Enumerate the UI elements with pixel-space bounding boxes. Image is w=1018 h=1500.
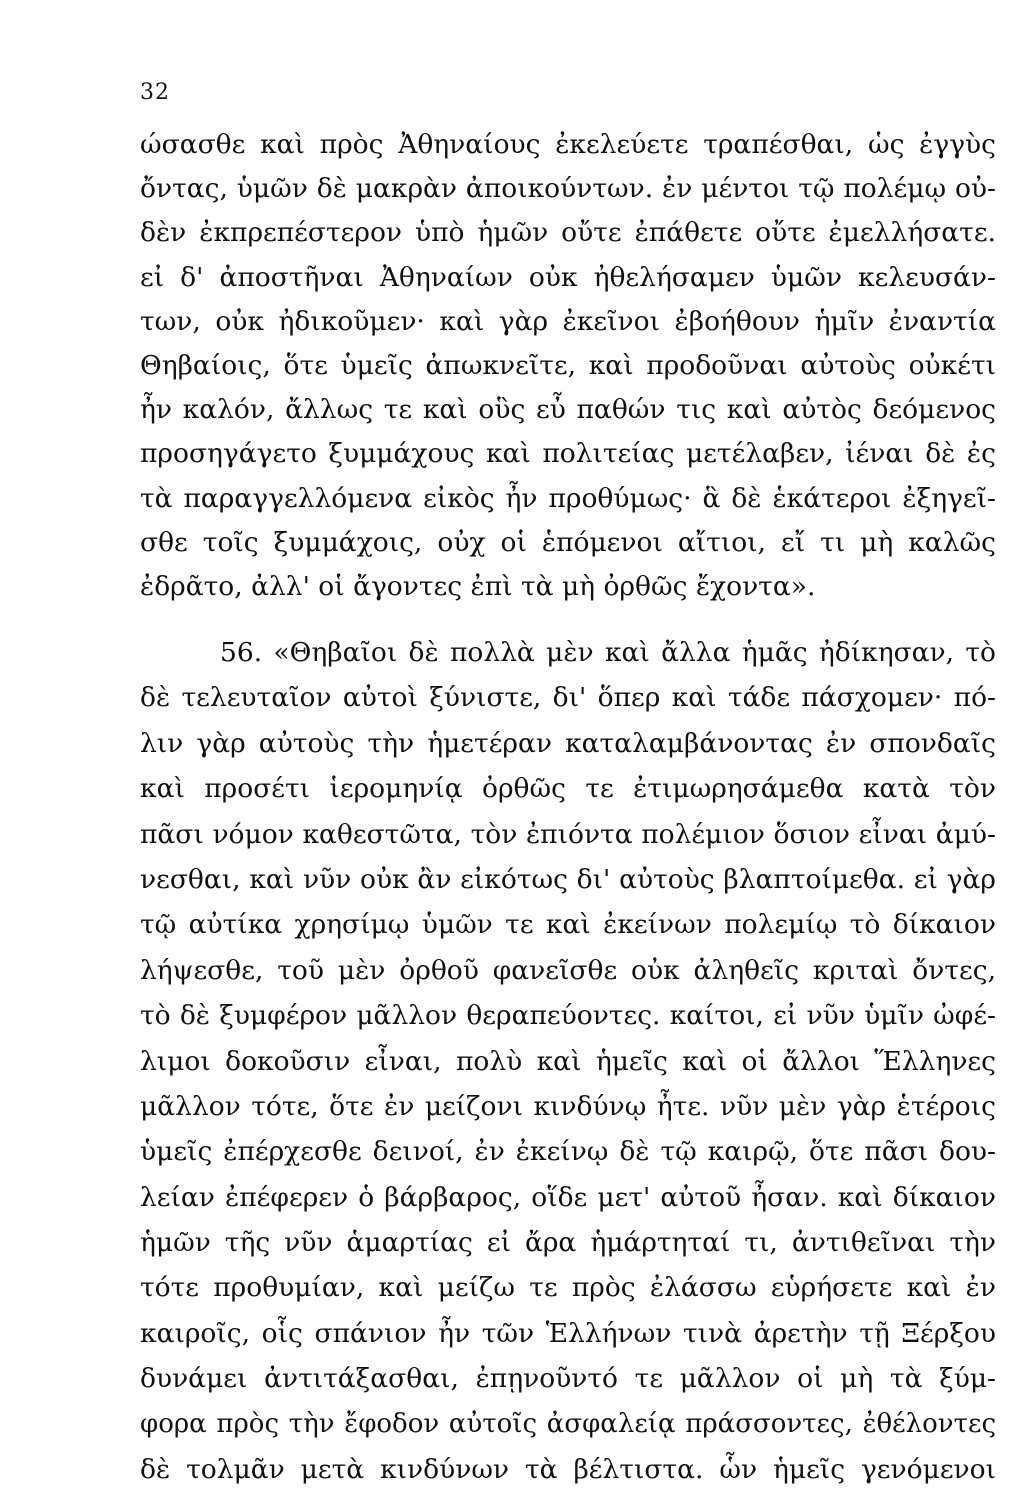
- text-line: Θηβαίοις, ὅτε ὑμεῖς ἀπωκνεῖτε, καὶ προδοῦναι αὐτοὺς οὐκέτι: [140, 349, 996, 381]
- text-line: τὰ παραγγελλόμενα εἰκὸς ἦν προθύμως· ἃ δὲ ἑκάτεροι ἐξηγεῖ-: [140, 482, 996, 514]
- section-heading-line: 56. «Θηβαῖοι δὲ πολλὰ μὲν καὶ ἄλλα ἡμᾶς ἠδίκησαν, τὸ: [220, 637, 996, 668]
- page-number: 32: [140, 80, 170, 105]
- text-line: λιν γὰρ αὐτοὺς τὴν ἡμετέραν καταλαμβάνοντας ἐν σπονδαῖς: [140, 727, 996, 759]
- text-line: προσηγάγετο ξυμμάχους καὶ πολιτείας μετέλαβεν, ἰέναι δὲ ἐς: [140, 438, 996, 470]
- text-line: καιροῖς, οἷς σπάνιον ἦν τῶν Ἑλλήνων τινὰ ἀρετὴν τῇ Ξέρξου: [140, 1317, 996, 1349]
- paragraph-section-56: [140, 630, 996, 1492]
- text-line: μᾶλλον τότε, ὅτε ἐν μείζονι κινδύνῳ ἦτε. νῦν μὲν γὰρ ἑτέροις: [140, 1090, 996, 1122]
- text-line: τότε προθυμίαν, καὶ μείζω τε πρὸς ἐλάσσω εὑρήσετε καὶ ἐν: [140, 1272, 996, 1304]
- text-line: σθε τοῖς ξυμμάχοις, οὐχ οἱ ἑπόμενοι αἴτιοι, εἴ τι μὴ καλῶς: [140, 526, 996, 558]
- text-line: ἐδρᾶτο, ἀλλ' οἱ ἄγοντες ἐπὶ τὰ μὴ ὀρθῶς ἔχοντα».: [140, 570, 816, 602]
- text-line: ώσασθε καὶ πρὸς Ἀθηναίους ἐκελεύετε τραπέσθαι, ὡς ἐγγὺς: [140, 129, 996, 160]
- text-line: πᾶσι νόμον καθεστῶτα, τὸν ἐπιόντα πολέμιον ὅσιον εἶναι ἀμύ-: [140, 818, 996, 850]
- text-line: τῷ αὐτίκα χρησίμῳ ὑμῶν τε καὶ ἐκείνων πολεμίῳ τὸ δίκαιον: [140, 909, 996, 941]
- text-line: λήψεσθε, τοῦ μὲν ὀρθοῦ φανεῖσθε οὐκ ἀληθεῖς κριταὶ ὄντες,: [140, 954, 996, 986]
- text-line: ἦν καλόν, ἄλλως τε καὶ οὓς εὖ παθών τις καὶ αὐτὸς δεόμενος: [140, 394, 996, 426]
- text-line: ὑμεῖς ἐπέρχεσθε δεινοί, ἐν ἐκείνῳ δὲ τῷ καιρῷ, ὅτε πᾶσι δου-: [140, 1136, 996, 1168]
- text-line: εἰ δ' ἀποστῆναι Ἀθηναίων οὐκ ἠθελήσαμεν ὑμῶν κελευσάν-: [140, 261, 996, 293]
- text-line: τὸ δὲ ξυμφέρον μᾶλλον θεραπεύοντες. καίτοι, εἰ νῦν ὑμῖν ὠφέ-: [140, 1000, 996, 1032]
- text-line: ὄντας, ὑμῶν δὲ μακρὰν ἀποικούντων. ἐν μέντοι τῷ πολέμῳ οὐ-: [140, 173, 996, 205]
- text-line: των, οὐκ ἠδικοῦμεν· καὶ γὰρ ἐκεῖνοι ἐβοήθουν ἡμῖν ἐναντία: [140, 305, 996, 337]
- text-line: φορα πρὸς τὴν ἔφοδον αὐτοῖς ἀσφαλείᾳ πράσσοντες, ἐθέλοντες: [140, 1408, 996, 1439]
- text-line: λιμοι δοκοῦσιν εἶναι, πολὺ καὶ ἡμεῖς καὶ οἱ ἄλλοι Ἕλληνες: [140, 1045, 996, 1077]
- text-line: δὲν ἐκπρεπέστερον ὑπὸ ἡμῶν οὔτε ἐπάθετε οὔτε ἐμελλήσατε.: [140, 217, 996, 249]
- text-line: δὲ τολμᾶν μετὰ κινδύνων τὰ βέλτιστα. ὧν ἡμεῖς γενόμενοι: [140, 1454, 996, 1486]
- text-line: δὲ τελευταῖον αὐτοὶ ξύνιστε, δι' ὅπερ καὶ τάδε πάσχομεν· πό-: [140, 682, 996, 714]
- text-line: δυνάμει ἀντιτάξασθαι, ἐπῃνοῦντό τε μᾶλλον οἱ μὴ τὰ ξύμ-: [140, 1363, 996, 1395]
- text-line: καὶ προσέτι ἱερομηνίᾳ ὀρθῶς τε ἐτιμωρησάμεθα κατὰ τὸν: [140, 773, 996, 805]
- text-line: ἡμῶν τῆς νῦν ἁμαρτίας εἰ ἄρα ἡμάρτηταί τι, ἀντιθεῖναι τὴν: [140, 1227, 996, 1259]
- text-line: λείαν ἐπέφερεν ὁ βάρβαρος, οἵδε μετ' αὐτοῦ ἦσαν. καὶ δίκαιον: [140, 1181, 996, 1213]
- paragraph-continuation: [140, 123, 996, 609]
- text-line: νεσθαι, καὶ νῦν οὐκ ἂν εἰκότως δι' αὐτοὺς βλαπτοίμεθα. εἰ γὰρ: [140, 863, 996, 895]
